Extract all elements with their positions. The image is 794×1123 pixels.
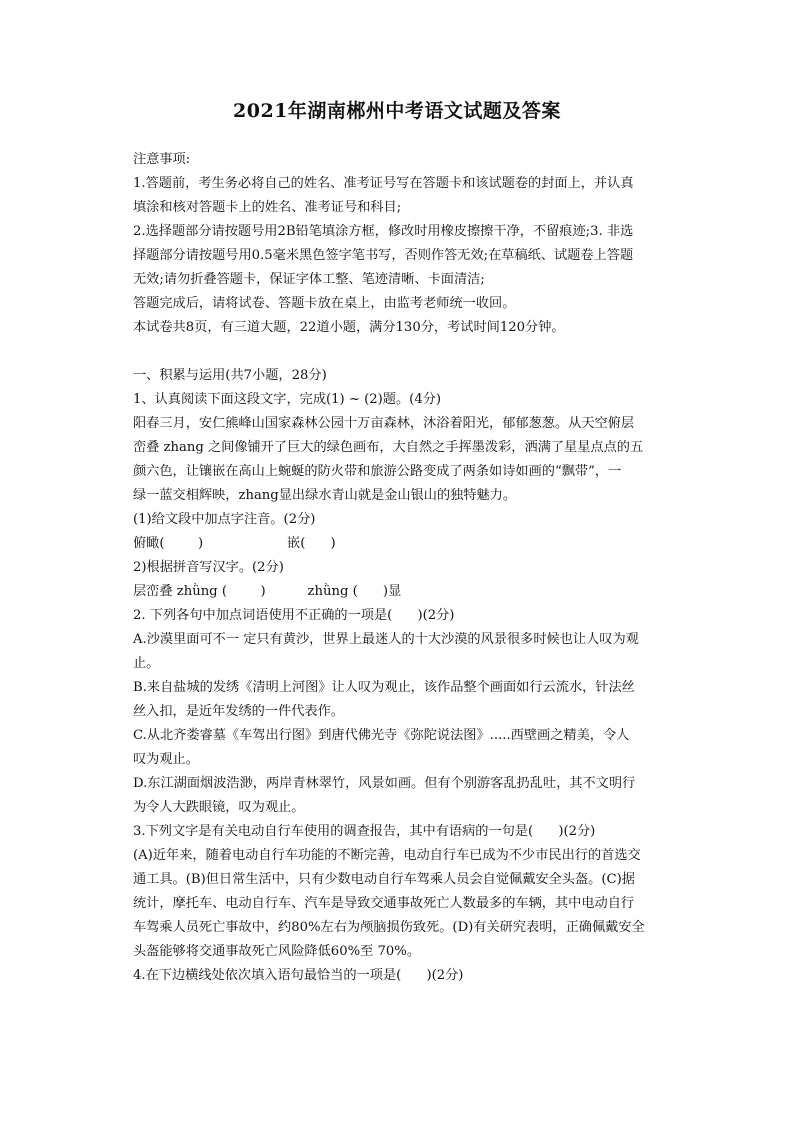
question-line: 2. 下列各句中加点词语使用不正确的一项是( )(2分) <box>133 608 455 623</box>
question-line: 叹为观止。 <box>133 752 199 767</box>
question-line: 统计，摩托车、电动自行车、汽车是导致交通事故死亡人数最多的车辆，其中电动自行 <box>133 896 635 911</box>
notice-line: 2.选择题部分请按题号用2B铅笔填涂方框，修改时用橡皮擦擦干净，不留痕迹;3. 非选 <box>133 224 634 239</box>
notice-line: 本试卷共8页，有三道大题，22道小题，满分130分，考试时间120分钟。 <box>133 320 565 335</box>
question-line: C.从北齐娄睿墓《车驾出行图》到唐代佛光寺《弥陀说法图》.....西壁画之精美，令人 <box>133 728 630 743</box>
question-line: 1、认真阅读下面这段文字，完成(1) ~ (2)题。(4分) <box>133 392 442 407</box>
question-line: B.来自盐城的发绣《清明上河图》让人叹为观止，该作品整个画面如行云流水，针法丝 <box>133 680 635 695</box>
notice-section <box>133 148 678 340</box>
question-line: (A)近年来，随着电动自行车功能的不断完善，电动自行车已成为不少市民出行的首选交 <box>133 848 641 863</box>
notice-line: 1.答题前，考生务必将自己的姓名、准考证号写在答题卡和该试题卷的封面上，并认真 <box>133 176 634 191</box>
section-gap <box>133 340 678 364</box>
questions-section <box>133 364 678 988</box>
question-line: 止。 <box>133 656 160 671</box>
notice-line: 填涂和核对答题卡上的姓名、准考证号和科目; <box>133 200 402 215</box>
question-line: 层峦叠 zhǜng ( ) zhǜng ( )显 <box>133 584 402 599</box>
question-line: 通工具。(B)但日常生活中，只有少数电动自行车驾乘人员会自觉佩戴安全头盔。(C)据 <box>133 872 635 887</box>
notice-heading: 注意事项: <box>133 152 191 167</box>
question-line: 绿一蓝交相辉映，zhang显出绿水青山就是金山银山的独特魅力。 <box>133 488 517 503</box>
document-body <box>133 148 678 988</box>
question-line: 颜六色，让镶嵌在高山上蜿蜒的防火带和旅游公路变成了两条如诗如画的“飘带”，一 <box>133 464 622 479</box>
question-line: 车驾乘人员死亡事故中，约80%左右为颅脑损伤致死。(D)有关研究表明，正确佩戴安全 <box>133 920 645 935</box>
question-line: 丝入扣，是近年发绣的一件代表作。 <box>133 704 344 719</box>
question-line: 2)根据拼音写汉字。(2分) <box>133 560 284 575</box>
question-line: A.沙漠里面可不一 定只有黄沙，世界上最迷人的十大沙漠的风景很多时候也让人叹为观 <box>133 632 639 647</box>
question-line: 峦叠 zhang 之间像铺开了巨大的绿色画布，大自然之手挥墨泼彩，洒满了星星点点的五 <box>133 440 644 455</box>
document-title: 2021年湖南郴州中考语文试题及答案 <box>233 100 561 122</box>
question-line: 3.下列文字是有关电动自行车使用的调查报告，其中有语病的一句是( )(2分) <box>133 824 596 839</box>
notice-line: 答题完成后，请将试卷、答题卡放在桌上，由监考老师统一收回。 <box>133 296 516 311</box>
question-line: 4.在下边横线处依次填入语句最恰当的一项是( )(2分) <box>133 968 464 983</box>
notice-line: 无效;请勿折叠答题卡，保证字体工整、笔迹清晰、卡面清洁; <box>133 272 485 287</box>
question-line: D.东江湖面烟波浩渺，两岸青林翠竹，风景如画。但有个别游客乱扔乱吐，其不文明行 <box>133 776 636 791</box>
question-line: 头盔能够将交通事故死亡风险降低60%至 70%。 <box>133 944 421 959</box>
question-line: 俯瞰( ) 嵌( ) <box>133 536 336 551</box>
notice-line: 择题部分请按题号用0.5毫米黑色签字笔书写，否则作答无效;在草稿纸、试题卷上答题 <box>133 248 634 263</box>
section-heading: 一、积累与运用(共7小题，28分) <box>133 368 327 383</box>
question-line: (1)给文段中加点字注音。(2分) <box>133 512 316 527</box>
question-line: 阳春三月，安仁熊峰山国家森林公园十万亩森林，沐浴着阳光，郁郁葱葱。从天空俯层 <box>133 416 635 431</box>
question-line: 为令人大跌眼镜，叹为观止。 <box>133 800 305 815</box>
